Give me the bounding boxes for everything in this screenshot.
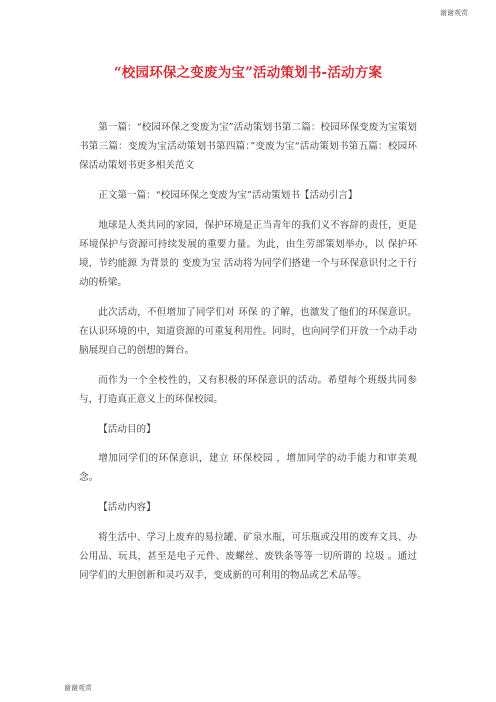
- footer-note: 谢谢观赏: [64, 684, 92, 692]
- section-heading-purpose: 【活动目的】: [98, 423, 156, 435]
- paragraph-content: 将生活中、学习上废弃的易拉罐、矿泉水瓶，可乐瓶或没用的废弃文具、办公用品、玩具，甚至是电子元件、废螺丝、废铁条等等一切所谓的 垃圾 。通过同学们的大胆创新和灵巧双手，变成新的可利用的物品或艺术品等。: [79, 531, 417, 581]
- header-note: 谢谢观赏: [440, 9, 468, 17]
- paragraph-whole-school: 而作为一个全校性的，又有积极的环保意识的活动。希望每个班级共同参与，打造真正意义上的环保校园。: [79, 374, 417, 405]
- section-heading-content: 【活动内容】: [98, 501, 156, 513]
- paragraph-related-articles: 第一篇：“校园环保之变废为宝”活动策划书第二篇：校园环保变废为宝策划书第三篇：变废为宝活动策划书第四篇：”变废为宝“活动策划书第五篇：校园环保活动策划书更多相关范文: [79, 122, 417, 172]
- document-body: [79, 118, 417, 596]
- paragraph-earth-home: 地球是人类共同的家园，保护环境是正当青年的我们义不容辞的责任，更是环境保护与资源可持续发展的重要力量。为此，由生劳部策划举办，以 保护环境，节约能源 为背景的 变废为宝 活动将为同学们搭建一个与环保意识付之于行动的桥梁。: [79, 219, 417, 289]
- paragraph-intro-heading: 正文第一篇：“校园环保之变废为宝”活动策划书【活动引言】: [98, 190, 358, 201]
- paragraph-activity-benefit: 此次活动，不但增加了同学们对 环保 的了解，也激发了他们的环保意识。在认识环境的中，知道资源的可重复利用性。同时，也向同学们开放一个动手动脑展现自己的创想的舞台。: [79, 306, 417, 357]
- paragraph-purpose: 增加同学们的环保意识，建立 环保校园 ，增加同学的动手能力和审美观念。: [79, 453, 417, 484]
- document-title: “校园环保之变废为宝”活动策划书-活动方案: [113, 65, 383, 81]
